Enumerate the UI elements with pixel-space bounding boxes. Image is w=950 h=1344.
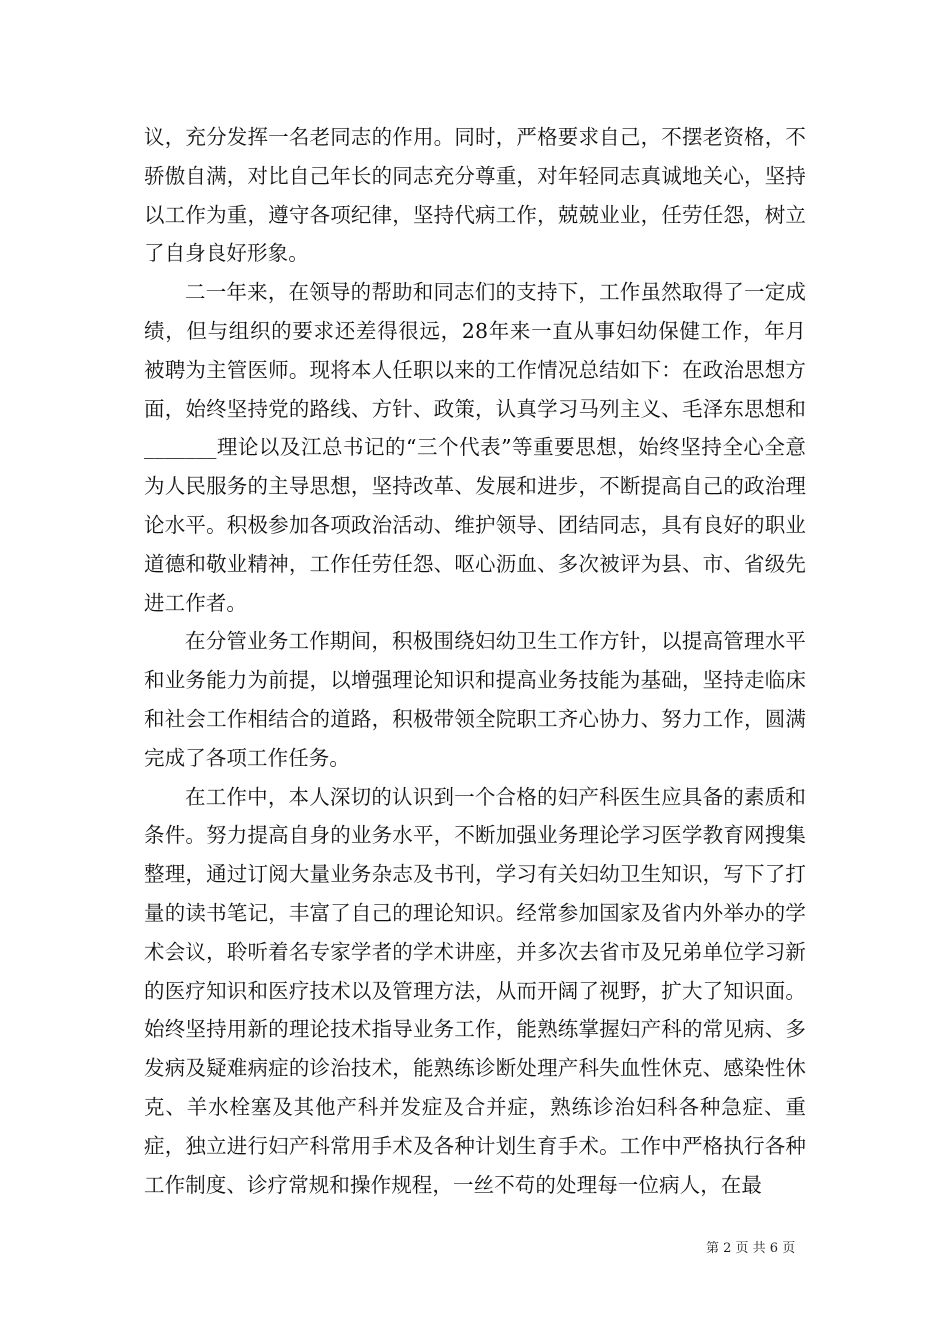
page-number-footer: 第 2 页 共 6 页 — [706, 1241, 796, 1256]
paragraph-2: 二一年来，在领导的帮助和同志们的支持下，工作虽然取得了一定成绩，但与组织的要求还差得很远，28年来一直从事妇幼保健工作，年月被聘为主管医师。现将本人任职以来的工作情况总结如下：在政治思想方面，始终坚持党的路线、方针、政策，认真学习马列主义、毛泽东思想和_______理论以及江总书记的“三个代表”等重要思想，始终坚持全心全意为人民服务的主导思想，坚持改革、发展和进步，不断提高自己的政治理论水平。积极参加各项政治活动、维护领导、团结同志，具有良好的职业道德和敬业精神，工作任劳任怨、呕心沥血、多次被评为县、市、省级先进工作者。 — [144, 280, 806, 615]
paragraph-1: 议，充分发挥一名老同志的作用。同时，严格要求自己，不摆老资格，不骄傲自满，对比自己年长的同志充分尊重，对年轻同志真诚地关心，坚持以工作为重，遵守各项纪律，坚持代病工作，兢兢业业，任劳任怨，树立了自身良好形象。 — [144, 125, 806, 266]
document-body — [144, 118, 806, 1204]
paragraph-4: 在工作中，本人深切的认识到一个合格的妇产科医生应具备的素质和条件。努力提高自身的业务水平，不断加强业务理论学习医学教育网搜集整理，通过订阅大量业务杂志及书刊，学习有关妇幼卫生知识，写下了打量的读书笔记，丰富了自己的理论知识。经常参加国家及省内外举办的学术会议，聆听着名专家学者的学术讲座，并多次去省市及兄弟单位学习新的医疗知识和医疗技术以及管理方法，从而开阔了视野，扩大了知识面。始终坚持用新的理论技术指导业务工作，能熟练掌握妇产科的常见病、多发病及疑难病症的诊治技术，能熟练诊断处理产科失血性休克、感染性休克、羊水栓塞及其他产科并发症及合并症，熟练诊治妇科各种急症、重症，独立进行妇产科常用手术及各种计划生育手术。工作中严格执行各种工作制度、诊疗常规和操作规程，一丝不苟的处理每一位病人，在最 — [144, 784, 806, 1197]
paragraph-3: 在分管业务工作期间，积极围绕妇幼卫生工作方针，以提高管理水平和业务能力为前提，以增强理论知识和提高业务技能为基础，坚持走临床和社会工作相结合的道路，积极带领全院职工齐心协力、努力工作，圆满完成了各项工作任务。 — [144, 629, 806, 770]
